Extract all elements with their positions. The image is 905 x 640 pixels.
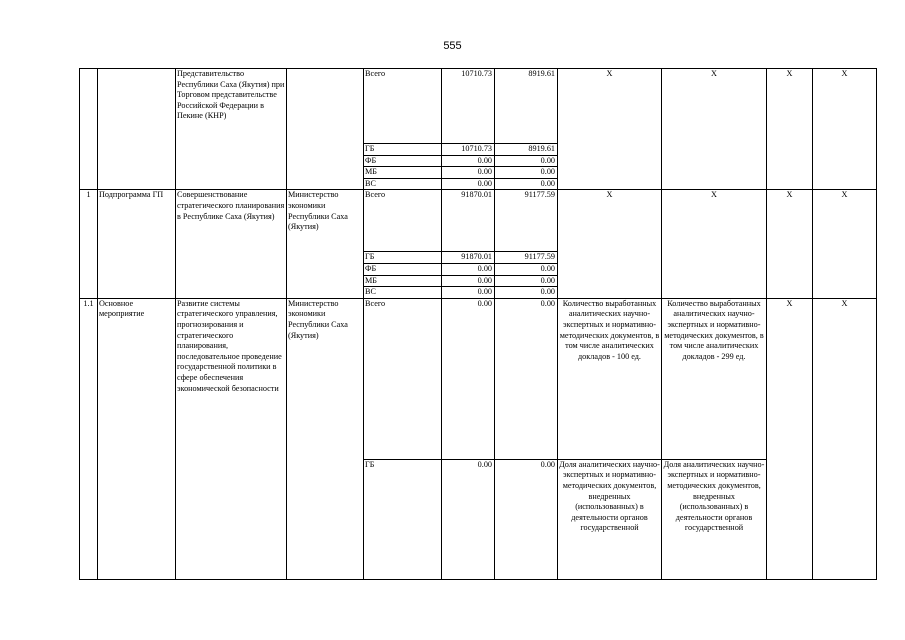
source-label: ФБ: [364, 263, 442, 275]
source-label: МБ: [364, 167, 442, 179]
source-label: Всего: [364, 298, 442, 459]
col-10: Х: [767, 69, 813, 190]
row-executor: Министерство экономики Республики Саха (Якутия): [287, 298, 364, 579]
value-2: 0.00: [495, 275, 558, 287]
table-row: [80, 298, 877, 459]
indicator-plan-share: Доля аналитических научно-экспертных и нормативно-методических документов, внедренных (использованных) в деятельности органов государственной: [558, 459, 662, 579]
source-label: Всего: [364, 190, 442, 252]
row-type: Подпрограмма ГП: [98, 190, 176, 298]
col-11: Х: [813, 69, 877, 190]
value-1: 0.00: [442, 155, 495, 167]
value-1: 0.00: [442, 167, 495, 179]
value-1: 10710.73: [442, 144, 495, 156]
value-2: 0.00: [495, 263, 558, 275]
value-1: 0.00: [442, 178, 495, 190]
source-label: ГБ: [364, 459, 442, 579]
value-2: 8919.61: [495, 69, 558, 144]
source-label: ГБ: [364, 144, 442, 156]
row-number: [80, 69, 98, 190]
table-row: [80, 190, 877, 252]
source-label: МБ: [364, 275, 442, 287]
source-label: ВС: [364, 287, 442, 299]
program-table: [79, 68, 877, 580]
value-1: 91870.01: [442, 252, 495, 264]
value-2: 0.00: [495, 287, 558, 299]
source-label: ГБ: [364, 252, 442, 264]
indicator-plan: Количество выработанных аналитических научно-экспертных и нормативно-методических документов, в том числе аналитических докладов - 100 ед.: [558, 298, 662, 459]
value-2: 91177.59: [495, 252, 558, 264]
value-2: 0.00: [495, 178, 558, 190]
indicator-fact-share: Доля аналитических научно-экспертных и нормативно-методических документов, внедренных (использованных) в деятельности органов государственной: [662, 459, 767, 579]
row-type: [98, 69, 176, 190]
table-row: [80, 69, 877, 144]
value-1: 91870.01: [442, 190, 495, 252]
value-2: 0.00: [495, 155, 558, 167]
indicator-fact: Количество выработанных аналитических научно-экспертных и нормативно-методических документов, в том числе аналитических докладов - 299 ед.: [662, 298, 767, 459]
source-label: Всего: [364, 69, 442, 144]
value-2: 8919.61: [495, 144, 558, 156]
indicator-fact: Х: [662, 190, 767, 298]
value-1: 0.00: [442, 298, 495, 459]
page-number: 555: [443, 40, 462, 52]
indicator-fact: Х: [662, 69, 767, 190]
value-1: 0.00: [442, 275, 495, 287]
col-10: Х: [767, 190, 813, 298]
col-11: Х: [813, 298, 877, 579]
source-label: ФБ: [364, 155, 442, 167]
row-type: Основное мероприятие: [98, 298, 176, 579]
value-2: 0.00: [495, 298, 558, 459]
col-11: Х: [813, 190, 877, 298]
source-label: ВС: [364, 178, 442, 190]
row-name: Развитие системы стратегического управления, прогнозирования и стратегического планирования, последовательное проведение государственной политики в сфере обеспечения экономической безопасности: [176, 298, 287, 579]
col-10: Х: [767, 298, 813, 579]
row-number: 1.1: [80, 298, 98, 579]
indicator-plan: Х: [558, 190, 662, 298]
value-2: 0.00: [495, 167, 558, 179]
row-executor: Министерство экономики Республики Саха (Якутия): [287, 190, 364, 298]
value-1: 0.00: [442, 459, 495, 579]
row-name: Совершенствование стратегического планирования в Республике Саха (Якутия): [176, 190, 287, 298]
row-name: Представительство Республики Саха (Якутия) при Торговом представительстве Российской Федерации в Пекине (КНР): [176, 69, 287, 190]
value-2: 0.00: [495, 459, 558, 579]
row-executor: [287, 69, 364, 190]
value-2: 91177.59: [495, 190, 558, 252]
value-1: 10710.73: [442, 69, 495, 144]
value-1: 0.00: [442, 287, 495, 299]
row-number: 1: [80, 190, 98, 298]
indicator-plan: Х: [558, 69, 662, 190]
value-1: 0.00: [442, 263, 495, 275]
